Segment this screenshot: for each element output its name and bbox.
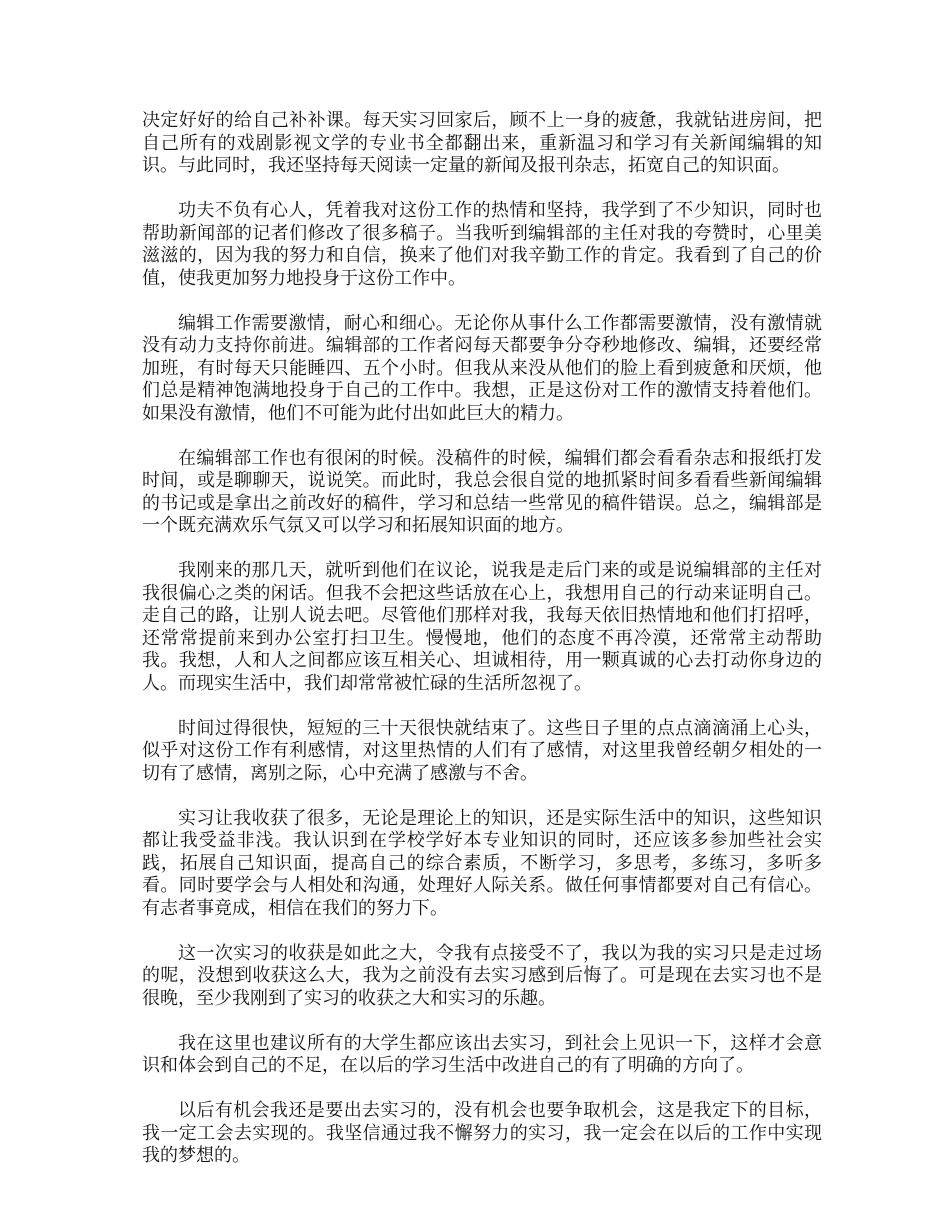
paragraph-3: 编辑工作需要激情，耐心和细心。无论你从事什么工作都需要激情，没有激情就没有动力支持你前进。编辑部的工作者闷每天都要争分夺秒地修改、编辑，还要经常加班，有时每天只能睡四、五个小时。但我从来没从他们的脸上看到疲惫和厌烦，他们总是精神饱满地投身于自己的工作中。我想，正是这份对工作的激情支持着他们。如果没有激情，他们不可能为此付出如此巨大的精力。 <box>142 312 822 424</box>
paragraph-2: 功夫不负有心人，凭着我对这份工作的热情和坚持，我学到了不少知识，同时也帮助新闻部的记者们修改了很多稿子。当我听到编辑部的主任对我的夸赞时，心里美滋滋的，因为我的努力和自信，换来了他们对我辛勤工作的肯定。我看到了自己的价值，使我更加努力地投身于这份工作中。 <box>142 200 822 289</box>
paragraph-9: 我在这里也建议所有的大学生都应该出去实习，到社会上见识一下，这样才会意识和体会到自己的不足，在以后的学习生活中改进自己的有了明确的方向了。 <box>142 1032 822 1076</box>
paragraph-6: 时间过得很快，短短的三十天很快就结束了。这些日子里的点点滴滴涌上心头，似乎对这份工作有利感情，对这里热情的人们有了感情，对这里我曾经朝夕相处的一切有了感情，离别之际，心中充满了感激与不舍。 <box>142 717 822 784</box>
paragraph-5: 我刚来的那几天，就听到他们在议论，说我是走后门来的或是说编辑部的主任对我很偏心之类的闲话。但我不会把这些话放在心上，我想用自己的行动来证明自己。走自己的路，让别人说去吧。尽管他们那样对我，我每天依旧热情地和他们打招呼，还常常提前来到办公室打扫卫生。慢慢地，他们的态度不再冷漠，还常常主动帮助我。我想，人和人之间都应该互相关心、坦诚相待，用一颗真诚的心去打动你身边的人。而现实生活中，我们却常常被忙碌的生活所忽视了。 <box>142 560 822 694</box>
document-body <box>142 110 822 1190</box>
paragraph-10: 以后有机会我还是要出去实习的，没有机会也要争取机会，这是我定下的目标，我一定工会去实现的。我坚信通过我不懈努力的实习，我一定会在以后的工作中实现我的梦想的。 <box>142 1100 822 1166</box>
paragraph-4: 在编辑部工作也有很闲的时候。没稿件的时候，编辑们都会看看杂志和报纸打发时间，或是聊聊天，说说笑。而此时，我总会很自觉的地抓紧时间多看看些新闻编辑的书记或是拿出之前改好的稿件，学习和总结一些常见的稿件错误。总之，编辑部是一个既充满欢乐气氛又可以学习和拓展知识面的地方。 <box>142 447 822 536</box>
paragraph-1: 决定好好的给自己补补课。每天实习回家后，顾不上一身的疲惫，我就钻进房间，把自己所有的戏剧影视文学的专业书全都翻出来，重新温习和学习有关新闻编辑的知识。与此同时，我还坚持每天阅读一定量的新闻及报刊杂志，拓宽自己的知识面。 <box>142 110 822 176</box>
paragraph-8: 这一次实习的收获是如此之大，令我有点接受不了，我以为我的实习只是走过场的呢，没想到收获这么大，我为之前没有去实习感到后悔了。可是现在去实习也不是很晚，至少我刚到了实习的收获之大和实习的乐趣。 <box>142 942 822 1009</box>
paragraph-7: 实习让我收获了很多，无论是理论上的知识，还是实际生活中的知识，这些知识都让我受益非浅。我认识到在学校学好本专业知识的同时，还应该多参加些社会实践，拓展自己知识面，提高自己的综合素质，不断学习，多思考，多练习，多听多看。同时要学会与人相处和沟通，处理好人际关系。做任何事情都要对自己有信心。有志者事竟成，相信在我们的努力下。 <box>142 807 822 919</box>
